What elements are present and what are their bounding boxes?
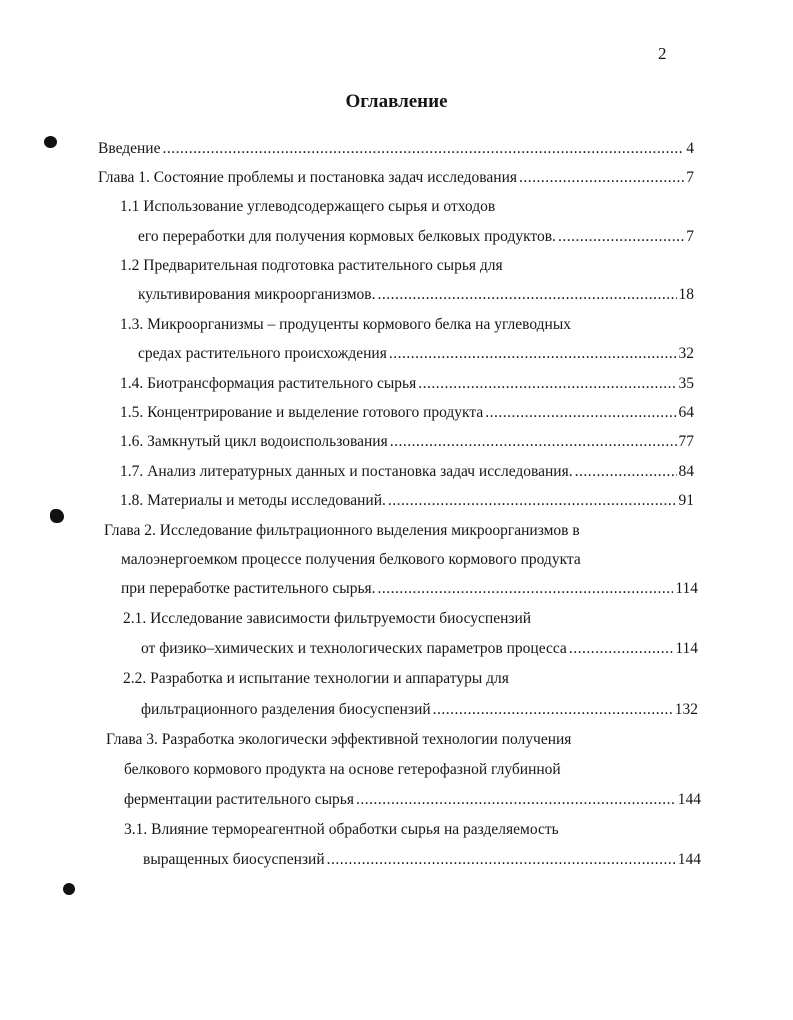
toc-entry-1-5 [120,402,694,424]
toc-entry-text: 1.4. Биотрансформация растительного сырья [120,375,417,392]
toc-entry-text: 1.8. Материалы и методы исследований. [120,492,386,509]
toc-entry-1-7 [120,461,694,483]
toc-entry-text: 2.2. Разработка и испытание технологии и аппаратуры для [123,670,509,687]
leader-dots [575,461,677,483]
leader-dots [390,431,677,453]
leader-dots [162,138,684,160]
toc-entry-page: 144 [677,791,701,808]
toc-entry-chapter-2 [104,520,694,542]
toc-entry-1-2 [120,255,694,277]
toc-entry-page: 64 [678,404,694,421]
toc-entry-text: Введение [98,140,161,157]
leader-dots [433,699,673,721]
toc-entry-text: культивирования микроорганизмов. [138,286,376,303]
leader-dots [327,849,676,871]
toc-entry-page: 4 [686,140,694,157]
page-title: Оглавление [345,91,448,112]
toc-entry-page: 18 [678,286,694,303]
toc-entry-1-1 [120,196,694,218]
toc-entry-2-1-continued [141,638,698,660]
leader-dots [389,343,677,365]
toc-entry-text: Глава 1. Состояние проблемы и постановка задач исследования [98,169,518,186]
toc-entry-text: Глава 3. Разработка экологически эффективной технологии получения [106,731,572,748]
binder-hole-mark [44,136,57,148]
toc-entry-1-3-continued [138,343,694,365]
binder-hole-mark [50,509,64,523]
toc-entry-page: 144 [677,851,701,868]
toc-entry-text: 3.1. Влияние термореагентной обработки сырья на разделяемость [124,821,559,838]
toc-entry-1-3 [120,314,694,336]
toc-entry-text: малоэнергоемком процессе получения белкового кормового продукта [121,551,581,568]
toc-entry-text: 1.5. Концентрирование и выделение готового продукта [120,404,484,421]
toc-entry-1-2-continued [138,284,694,306]
toc-entry-1-1-continued [138,226,694,248]
toc-entry-chapter-2-continued [121,578,698,600]
toc-entry-introduction [98,138,694,160]
toc-entry-1-8 [120,490,694,512]
leader-dots [377,284,676,306]
toc-entry-1-4 [120,373,694,395]
toc-entry-chapter-2-continued [121,549,694,571]
toc-entry-text: 1.6. Замкнутый цикл водоиспользования [120,433,388,450]
toc-entry-page: 132 [674,701,698,718]
leader-dots [569,638,674,660]
toc-entry-text: 2.1. Исследование зависимости фильтруемости биосуспензий [123,610,532,627]
toc-entry-page: 32 [678,345,694,362]
toc-entry-text: 1.2 Предварительная подготовка растительного сырья для [120,257,503,274]
toc-entry-text: от физико–химических и технологических параметров процесса [141,640,567,657]
toc-entry-2-1 [123,608,698,630]
toc-entry-page: 91 [678,492,694,509]
toc-entry-text: при переработке растительного сырья. [121,580,376,597]
toc-entry-2-2 [123,668,698,690]
toc-entry-text: 1.1 Использование углеводсодержащего сырья и отходов [120,198,496,215]
leader-dots [519,167,684,189]
binder-hole-mark [63,883,75,895]
leader-dots [418,373,676,395]
toc-entry-text: Глава 2. Исследование фильтрационного выделения микроорганизмов в [104,522,580,539]
toc-entry-page: 84 [678,463,694,480]
toc-entry-3-1-continued [143,849,701,871]
toc-entry-text: ферментации растительного сырья [124,791,354,808]
leader-dots [388,490,677,512]
toc-entry-chapter-3 [106,729,698,751]
toc-entry-chapter-3-continued [124,789,701,811]
toc-entry-text: его переработки для получения кормовых белковых продуктов. [138,228,556,245]
toc-entry-3-1 [124,819,701,841]
leader-dots [378,578,674,600]
toc-entry-1-6 [120,431,694,453]
leader-dots [485,402,676,424]
toc-entry-chapter-3-continued [124,759,698,781]
toc-entry-chapter-1 [98,167,694,189]
toc-entry-text: фильтрационного разделения биосуспензий [141,701,431,718]
toc-entry-text: средах растительного происхождения [138,345,387,362]
toc-entry-text: 1.7. Анализ литературных данных и постановка задач исследования. [120,463,573,480]
toc-entry-page: 114 [675,580,698,597]
toc-entry-page: 7 [686,169,694,186]
leader-dots [558,226,684,248]
toc-entry-page: 35 [678,375,694,392]
toc-entry-text: белкового кормового продукта на основе гетерофазной глубинной [124,761,561,778]
toc-entry-page: 114 [675,640,698,657]
toc-entry-page: 7 [686,228,694,245]
toc-entry-page: 77 [678,433,694,450]
toc-entry-2-2-continued [141,699,698,721]
toc-entry-text: 1.3. Микроорганизмы – продуценты кормового белка на углеводных [120,316,572,333]
page-number: 2 [658,44,667,63]
leader-dots [356,789,676,811]
toc-entry-text: выращенных биосуспензий [143,851,325,868]
